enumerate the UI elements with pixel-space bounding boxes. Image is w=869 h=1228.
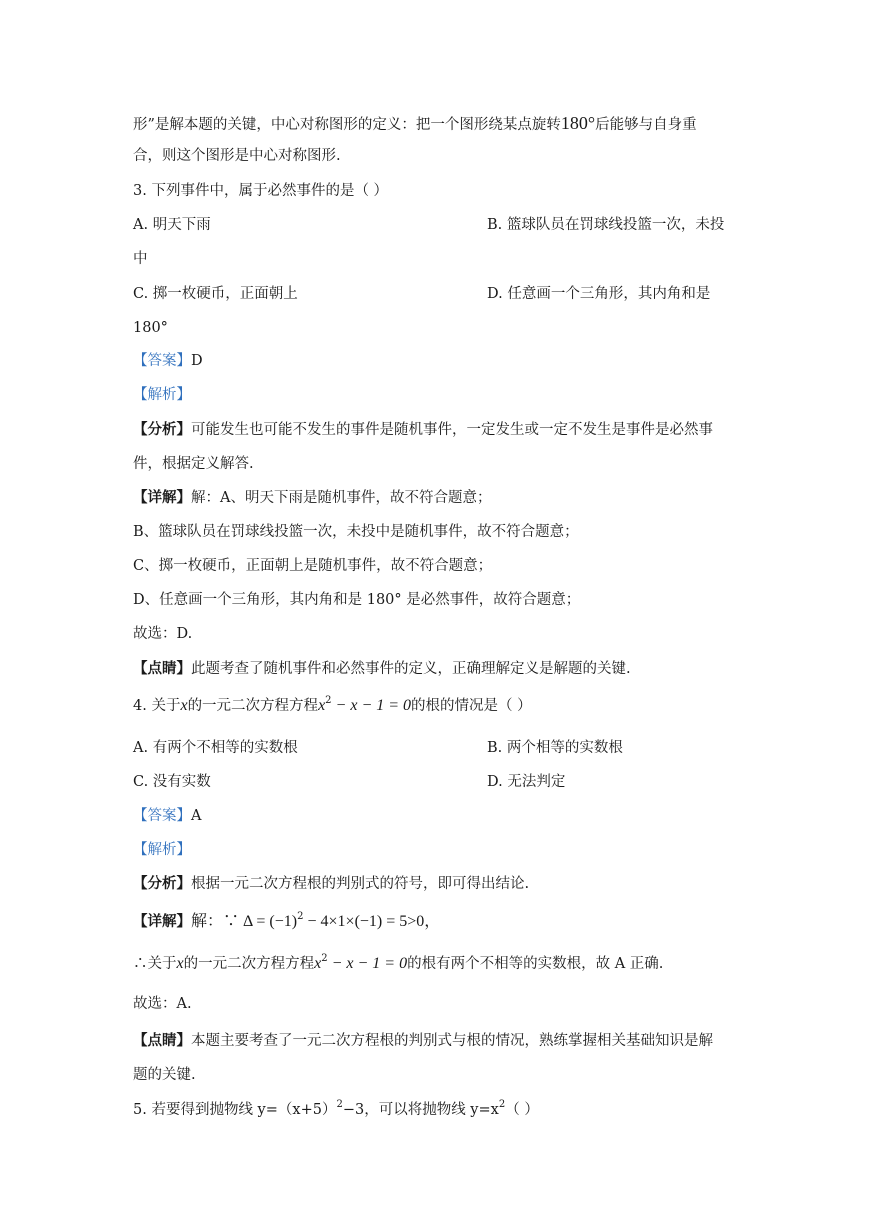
q3-analysis-label: 【解析】 <box>133 387 191 403</box>
intro-text-tail: 后能够与自身重 <box>595 117 697 133</box>
q3-line-b: B、篮球队员在罚球线投篮一次，未投中是随机事件，故不符合题意； <box>133 524 579 540</box>
q5-exponent-1: 2 <box>336 1099 343 1110</box>
q3-fenxi <box>133 420 713 440</box>
equation-rest: − x − 1 = 0 <box>331 697 412 714</box>
answer-value: D <box>191 353 203 369</box>
q3-option-c: C. 掷一枚硬币，正面朝上 <box>133 286 298 302</box>
therefore-mid: 的一元二次方程方程 <box>183 956 315 972</box>
q5-stem-pre: 5. 若要得到抛物线 y=（x+5） <box>133 1102 337 1118</box>
q3-option-b-wrap: 中 <box>133 251 148 267</box>
var-x: x <box>180 697 188 714</box>
q4-option-b: B. 两个相等的实数根 <box>487 740 623 756</box>
dianjing-label: 【点睛】 <box>133 660 191 677</box>
q4-option-d: D. 无法判定 <box>487 774 566 790</box>
q4-stem-mid: 的一元二次方程方程 <box>187 698 319 714</box>
q3-option-d-wrap: 180° <box>133 320 168 336</box>
q4-answer <box>133 806 201 826</box>
q4-analysis-label: 【解析】 <box>133 842 191 858</box>
equation-x: x <box>314 955 322 972</box>
q5-stem-mid: −3，可以将抛物线 y=x <box>342 1102 499 1118</box>
q5-stem <box>133 1100 539 1120</box>
q3-line-c: C、掷一枚硬币，正面朝上是随机事件，故不符合题意； <box>133 558 493 574</box>
q4-stem-pre: 4. 关于 <box>133 698 181 714</box>
answer-value: A <box>191 808 202 824</box>
angle-180: 180° <box>560 113 596 133</box>
q5-exponent-2: 2 <box>498 1099 506 1110</box>
fenxi-label: 【分析】 <box>133 421 191 438</box>
equation-exponent: 2 <box>321 953 328 964</box>
answer-label: 【答案】 <box>133 353 191 369</box>
fenxi-label: 【分析】 <box>133 875 191 892</box>
q5-stem-post: （ ） <box>505 1102 539 1118</box>
dianjing-text: 此题考查了随机事件和必然事件的定义，正确理解定义是解题的关键. <box>191 661 631 677</box>
q4-option-a: A. 有两个不相等的实数根 <box>133 740 298 756</box>
therefore-pre: ∴关于 <box>133 956 177 972</box>
equation-x: x <box>318 697 326 714</box>
q3-choose: 故选：D. <box>133 626 193 642</box>
q4-dianjing <box>133 1031 713 1051</box>
var-x: x <box>176 955 184 972</box>
q3-answer <box>133 351 203 371</box>
fenxi-text: 根据一元二次方程根的判别式的符号，即可得出结论. <box>191 876 530 892</box>
xiangjie-label: 【详解】 <box>133 489 191 506</box>
q4-stem <box>133 696 532 716</box>
fenxi-text: 可能发生也可能不发生的事件是随机事件，一定发生或一定不发生是事件是必然事 <box>191 422 713 438</box>
q4-stem-post: 的根的情况是（ ） <box>411 698 532 714</box>
discriminant-post: − 4×1×(−1) = 5>0， <box>303 913 441 930</box>
discriminant-exponent: 2 <box>297 911 304 922</box>
xiangjie-text: 解：A、明天下雨是随机事件，故不符合题意； <box>191 490 492 506</box>
q4-fenxi <box>133 874 529 894</box>
dianjing-label: 【点睛】 <box>133 1032 191 1049</box>
discriminant-pre: 解：∵ Δ = (−1) <box>191 913 298 930</box>
intro-line-1 <box>133 113 697 135</box>
q3-line-d: D、任意画一个三角形，其内角和是 180° 是必然事件，故符合题意； <box>133 592 581 608</box>
q4-dianjing-2: 题的关键. <box>133 1067 196 1083</box>
equation-exponent: 2 <box>325 695 332 706</box>
answer-label: 【答案】 <box>133 808 191 824</box>
equation-rest: − x − 1 = 0 <box>327 955 408 972</box>
q4-therefore <box>133 954 663 974</box>
q4-choose: 故选：A. <box>133 996 192 1012</box>
q3-stem: 3. 下列事件中，属于必然事件的是（ ） <box>133 183 389 199</box>
therefore-post: 的根有两个不相等的实数根，故 A 正确. <box>407 956 664 972</box>
q4-xiangjie <box>133 912 440 932</box>
dianjing-text: 本题主要考查了一元二次方程根的判别式与根的情况，熟练掌握相关基础知识是解 <box>191 1033 713 1049</box>
intro-line-2: 合，则这个图形是中心对称图形. <box>133 148 341 164</box>
q3-option-a: A. 明天下雨 <box>133 217 211 233</box>
q3-xiangjie <box>133 488 491 508</box>
q3-fenxi-2: 件，根据定义解答. <box>133 456 254 472</box>
q3-option-b: B. 篮球队员在罚球线投篮一次，未投 <box>487 217 725 233</box>
xiangjie-label: 【详解】 <box>133 913 191 930</box>
q3-dianjing <box>133 659 631 679</box>
q4-option-c: C. 没有实数 <box>133 774 211 790</box>
q3-option-d: D. 任意画一个三角形，其内角和是 <box>487 286 711 302</box>
intro-text: 形”是解本题的关键，中心对称图形的定义：把一个图形绕某点旋转 <box>133 117 561 133</box>
